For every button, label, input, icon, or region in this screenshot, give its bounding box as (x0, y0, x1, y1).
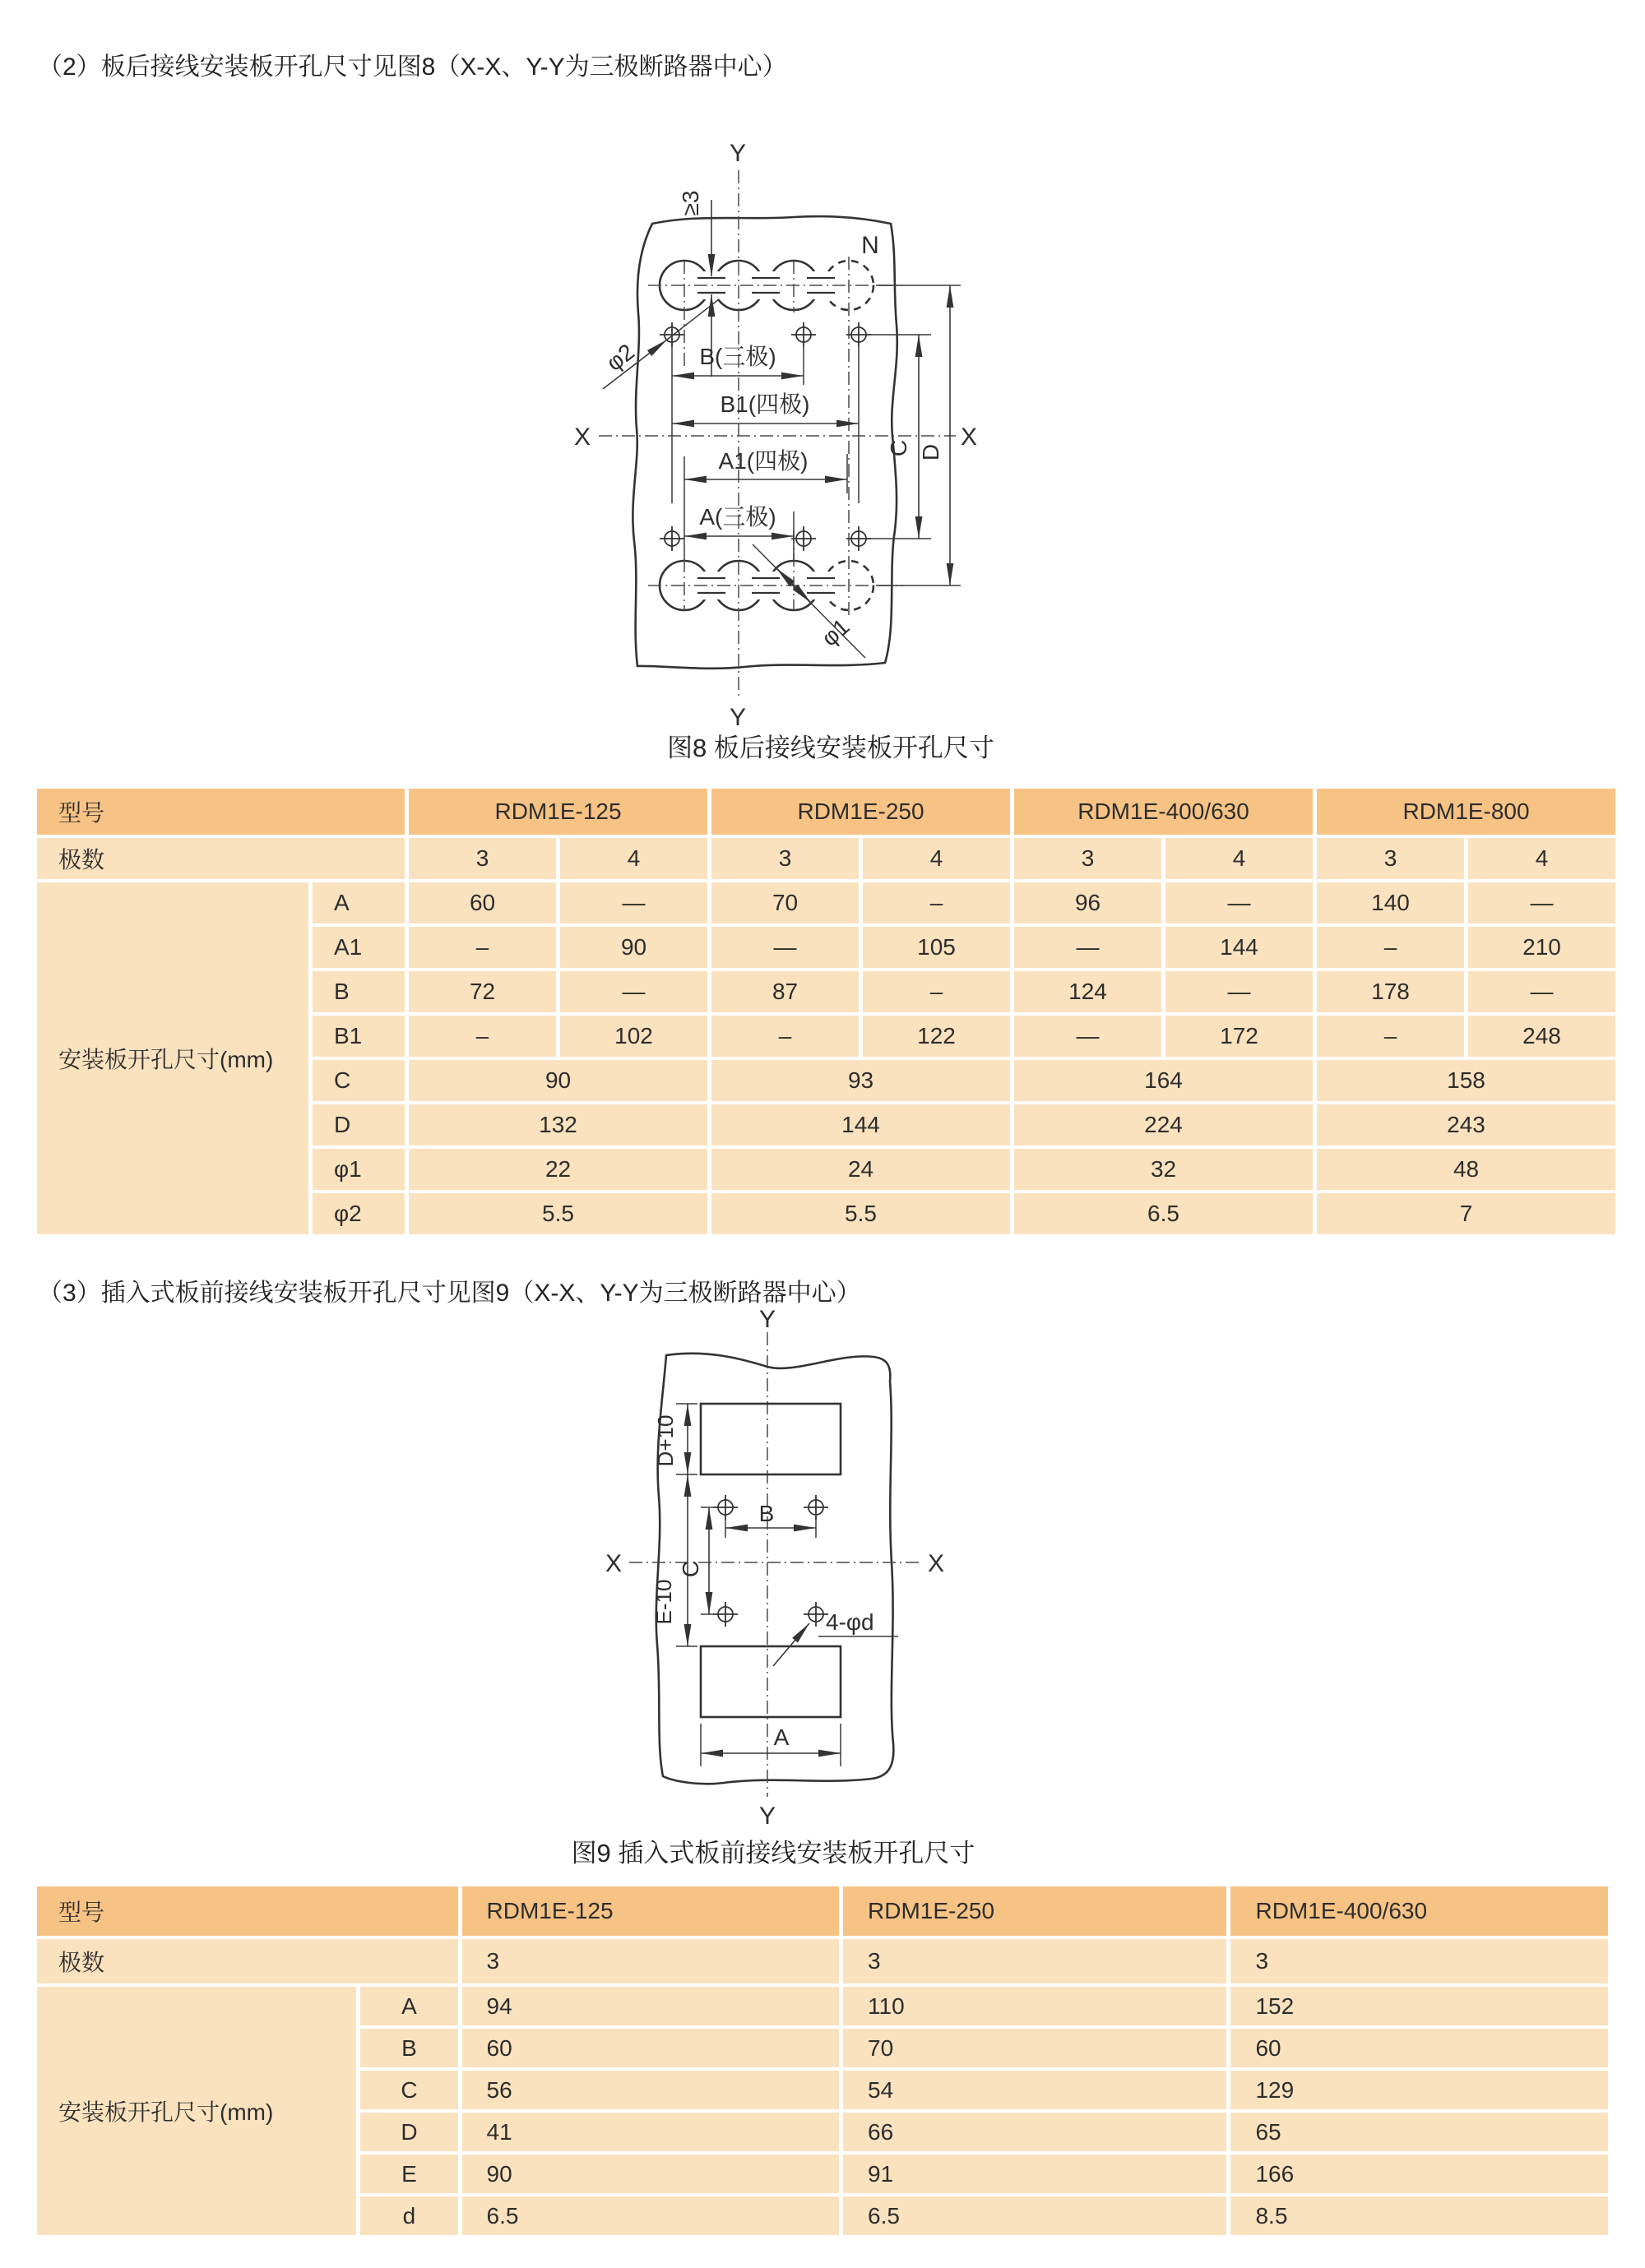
fig8-y-bottom-label: Y (729, 704, 747, 731)
table-cell: 8.5 (1230, 2196, 1608, 2235)
model-header-cell: 型号 (37, 1886, 458, 1936)
model-cell: RDM1E-400/630 (1014, 789, 1313, 835)
table-cell: – (1317, 927, 1464, 968)
fig8-phi2-label: φ2 (601, 338, 639, 377)
table-cell: 124 (1014, 971, 1161, 1012)
section3-heading: （3）插入式板前接线安装板开孔尺寸见图9（X-X、Y-Y为三极断路器中心） (38, 1280, 861, 1307)
table-cell: 60 (1230, 2029, 1608, 2067)
table-cell: 3 (1230, 1939, 1608, 1983)
table-row (37, 1987, 1608, 2025)
table-cell: 3 (843, 1939, 1226, 1983)
table-cell: 48 (1317, 1149, 1615, 1190)
table-cell: 4 (1165, 838, 1313, 879)
fig8-c-label: C (886, 439, 911, 457)
table-cell: 54 (843, 2071, 1226, 2109)
figure9-caption: 图9 插入式板前接线安装板开孔尺寸 (571, 1839, 975, 1868)
table-cell: — (1165, 882, 1313, 923)
fig9-dim-holes (773, 1609, 898, 1666)
figure8-drawing (461, 99, 1135, 757)
table-cell: — (1468, 882, 1615, 923)
table-cell: 122 (863, 1016, 1010, 1057)
table-cell: 144 (1165, 927, 1313, 968)
table-cell: 224 (1014, 1104, 1313, 1146)
table-cell: 96 (1014, 882, 1161, 923)
table-cell: 4 (863, 838, 1010, 879)
table-cell: 105 (863, 927, 1010, 968)
table-cell: 140 (1317, 882, 1464, 923)
table-cell: — (711, 927, 859, 968)
table-cell: 110 (843, 1987, 1226, 2025)
table-cell: 243 (1317, 1104, 1615, 1146)
model-header-cell: 型号 (37, 789, 405, 835)
table-cell: 6.5 (843, 2196, 1226, 2235)
table-cell: — (1014, 1016, 1161, 1057)
table-cell: 6.5 (462, 2196, 839, 2235)
table-row (37, 1939, 1608, 1983)
table-cell: 41 (462, 2113, 839, 2151)
table-cell: 164 (1014, 1060, 1313, 1101)
row-group-label: 安装板开孔尺寸(mm) (37, 882, 308, 1234)
table-cell: – (1317, 1016, 1464, 1057)
table-cell: — (1165, 971, 1313, 1012)
fig9-d10-label: D+10 (653, 1414, 678, 1467)
model-cell: RDM1E-125 (462, 1886, 839, 1936)
fig9-x-left-label: X (605, 1550, 623, 1577)
table-cell: 129 (1230, 2071, 1608, 2109)
row-label: φ1 (313, 1149, 405, 1190)
row-label: D (360, 2113, 457, 2151)
table-cell: 158 (1317, 1060, 1615, 1101)
table-cell: 3 (711, 838, 859, 879)
table-cell: 70 (711, 882, 859, 923)
row-group-label: 安装板开孔尺寸(mm) (37, 1987, 356, 2235)
table-cell: 178 (1317, 971, 1464, 1012)
table-cell: — (1014, 927, 1161, 968)
table-cell: 144 (711, 1104, 1010, 1146)
fig9-c-label: C (678, 1560, 703, 1578)
poles-header-cell: 极数 (37, 1939, 458, 1983)
row-label: A1 (313, 927, 405, 968)
fig8-x-right-label: X (960, 424, 978, 451)
fig9-dim-c (678, 1507, 719, 1614)
table-cell: 3 (462, 1939, 839, 1983)
table-cell: 91 (843, 2155, 1226, 2193)
table-fig9-dimensions (33, 1883, 1612, 2238)
section2-heading: （2）板后接线安装板开孔尺寸见图8（X-X、Y-Y为三极断路器中心） (38, 53, 787, 81)
fig8-a1-label: A1(四极) (718, 448, 809, 474)
fig8-centerlines (599, 170, 956, 697)
table-cell: 22 (409, 1149, 707, 1190)
table-cell: 32 (1014, 1149, 1313, 1190)
table-cell: 72 (409, 971, 556, 1012)
table-cell: 172 (1165, 1016, 1313, 1057)
poles-header-cell: 极数 (37, 838, 405, 879)
row-label: φ2 (313, 1193, 405, 1234)
figure9-drawing (461, 1308, 1135, 1850)
table-cell: 4 (560, 838, 707, 879)
row-label: B1 (313, 1016, 405, 1057)
fig8-b-label: B(三极) (699, 344, 776, 369)
table-cell: 65 (1230, 2113, 1608, 2151)
fig9-b-label: B (758, 1501, 775, 1526)
row-label: A (313, 882, 405, 923)
table-cell: — (1468, 971, 1615, 1012)
table-cell: 66 (843, 2113, 1226, 2151)
table-cell: — (560, 971, 707, 1012)
row-label: D (313, 1104, 405, 1146)
table-cell: 93 (711, 1060, 1010, 1101)
model-cell: RDM1E-250 (843, 1886, 1226, 1936)
table-fig8-dimensions (33, 785, 1620, 1238)
table-cell: 132 (409, 1104, 707, 1146)
fig9-cutouts (701, 1404, 841, 1717)
table-cell: 70 (843, 2029, 1226, 2067)
fig8-phi1-label: φ1 (816, 613, 855, 651)
fig9-a-label: A (773, 1724, 790, 1750)
table-cell: – (409, 1016, 556, 1057)
row-label: B (313, 971, 405, 1012)
table-cell: 90 (409, 1060, 707, 1101)
fig9-dim-b (725, 1501, 816, 1538)
fig8-b1-label: B1(四极) (720, 391, 810, 417)
fig9-e10-label: E-10 (651, 1579, 676, 1625)
table-cell: 90 (560, 927, 707, 968)
table-row (37, 838, 1615, 879)
fig8-x-left-label: X (573, 424, 591, 451)
fig8-y-top-label: Y (729, 140, 747, 167)
table-cell: 24 (711, 1149, 1010, 1190)
fig9-y-top-label: Y (758, 1308, 776, 1333)
table-cell: 7 (1317, 1193, 1615, 1234)
row-label: E (360, 2155, 457, 2193)
model-cell: RDM1E-125 (409, 789, 707, 835)
fig9-dim-a (701, 1724, 841, 1766)
table-cell: 3 (1317, 838, 1464, 879)
table-cell: 152 (1230, 1987, 1608, 2025)
table-row (37, 1886, 1608, 1936)
fig8-min-gap-label: ≥3 (678, 190, 703, 216)
table-cell: – (863, 971, 1010, 1012)
table-cell: 5.5 (409, 1193, 707, 1234)
row-label: A (360, 1987, 457, 2025)
table-cell: 166 (1230, 2155, 1608, 2193)
model-cell: RDM1E-250 (711, 789, 1010, 835)
fig9-y-bottom-label: Y (758, 1803, 776, 1830)
fig8-a-label: A(三极) (699, 504, 776, 530)
table-cell: 90 (462, 2155, 839, 2193)
table-row (37, 789, 1615, 835)
table-cell: 6.5 (1014, 1193, 1313, 1234)
table-cell: 4 (1468, 838, 1615, 879)
model-cell: RDM1E-400/630 (1230, 1886, 1608, 1936)
table-cell: – (711, 1016, 859, 1057)
table-cell: 56 (462, 2071, 839, 2109)
row-label: C (313, 1060, 405, 1101)
table-cell: 60 (462, 2029, 839, 2067)
table-cell: 210 (1468, 927, 1615, 968)
fig8-dim-a (684, 448, 847, 561)
table-cell: 3 (1014, 838, 1161, 879)
table-cell: – (863, 882, 1010, 923)
table-cell: 102 (560, 1016, 707, 1057)
fig9-holes-label: 4-φd (826, 1609, 874, 1635)
fig8-n-label: N (861, 232, 879, 259)
row-label: B (360, 2029, 457, 2067)
model-cell: RDM1E-800 (1317, 789, 1615, 835)
table-cell: 60 (409, 882, 556, 923)
table-cell: — (560, 882, 707, 923)
fig8-d-label: D (918, 443, 943, 461)
row-label: d (360, 2196, 457, 2235)
row-label: C (360, 2071, 457, 2109)
fig9-x-right-label: X (927, 1550, 945, 1577)
table-cell: 87 (711, 971, 859, 1012)
table-cell: 248 (1468, 1016, 1615, 1057)
table-cell: 5.5 (711, 1193, 1010, 1234)
table-cell: 94 (462, 1987, 839, 2025)
table-cell: 3 (409, 838, 556, 879)
table-row (37, 882, 1615, 923)
figure8-caption: 图8 板后接线安装板开孔尺寸 (667, 734, 994, 762)
table-cell: – (409, 927, 556, 968)
